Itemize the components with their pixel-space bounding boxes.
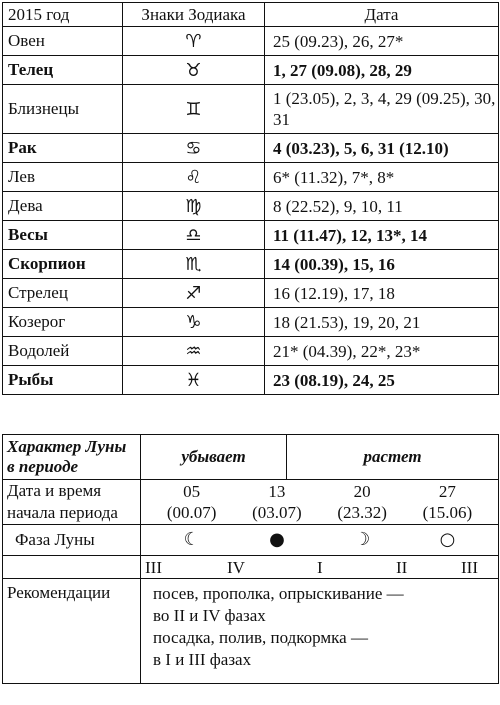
roman-phase-row (3, 556, 499, 579)
recommendations-text (141, 579, 499, 684)
zodiac-symbol-icon: ♋ (123, 134, 265, 163)
roman-phase: III (145, 558, 162, 577)
period-date: 05 (183, 482, 201, 501)
zodiac-row (3, 308, 499, 337)
roman-phase: III (461, 558, 478, 577)
period-label-line2: начала периода (7, 503, 118, 522)
zodiac-sign-name: Лев (3, 163, 123, 192)
zodiac-row (3, 221, 499, 250)
zodiac-dates: 1 (23.05), 2, 3, 4, 29 (09.25), 30, 31 (265, 85, 499, 134)
period-time: (23.32) (337, 503, 387, 522)
zodiac-row (3, 250, 499, 279)
zodiac-sign-name: Рак (3, 134, 123, 163)
roman-phase: I (317, 558, 323, 577)
zodiac-dates: 23 (08.19), 24, 25 (265, 366, 499, 395)
roman-phase: II (396, 558, 408, 577)
zodiac-row (3, 56, 499, 85)
recommendation-line: во II и IV фазах (153, 606, 266, 625)
recommendation-line: посадка, полив, подкормка — (153, 628, 368, 647)
phase-icons (141, 525, 499, 556)
last-quarter-moon-icon: ☾ (183, 529, 200, 550)
zodiac-row (3, 163, 499, 192)
new-moon-icon: ● (269, 529, 285, 550)
period-row (3, 480, 499, 525)
phase-label: Фаза Луны (3, 525, 141, 556)
zodiac-dates: 4 (03.23), 5, 6, 31 (12.10) (265, 134, 499, 163)
phase-row (3, 525, 499, 556)
period-date: 27 (438, 482, 456, 501)
recommendation-line: посев, прополка, опрыскивание — (153, 584, 404, 603)
period-time: (00.07) (166, 503, 217, 522)
zodiac-symbol-icon: ♉ (123, 56, 265, 85)
zodiac-body (3, 27, 499, 395)
first-quarter-moon-icon: ☽ (354, 529, 371, 550)
moon-character-title (3, 435, 141, 480)
zodiac-symbol-icon: ♏ (123, 250, 265, 279)
zodiac-row (3, 85, 499, 134)
period-label-line1: Дата и время (7, 481, 102, 500)
roman-phases (141, 556, 499, 579)
zodiac-sign-name: Козерог (3, 308, 123, 337)
zodiac-symbol-icon: ♓ (123, 366, 265, 395)
zodiac-dates: 18 (21.53), 19, 20, 21 (265, 308, 499, 337)
moon-title-line1: Характер Луны (7, 437, 127, 456)
zodiac-dates: 25 (09.23), 26, 27* (265, 27, 499, 56)
zodiac-sign-name: Овен (3, 27, 123, 56)
zodiac-dates: 8 (22.52), 9, 10, 11 (265, 192, 499, 221)
zodiac-row (3, 27, 499, 56)
period-item (252, 481, 302, 523)
zodiac-symbol-icon: ♐ (123, 279, 265, 308)
roman-phase-spacer (3, 556, 141, 579)
zodiac-sign-name: Водолей (3, 337, 123, 366)
period-item (337, 481, 387, 523)
recommendations-row (3, 579, 499, 684)
zodiac-symbol-icon: ♊ (123, 85, 265, 134)
zodiac-sign-name: Телец (3, 56, 123, 85)
zodiac-sign-name: Скорпион (3, 250, 123, 279)
period-time: (03.07) (252, 503, 302, 522)
zodiac-dates: 16 (12.19), 17, 18 (265, 279, 499, 308)
zodiac-sign-name: Рыбы (3, 366, 123, 395)
zodiac-dates: 6* (11.32), 7*, 8* (265, 163, 499, 192)
zodiac-sign-name: Близнецы (3, 85, 123, 134)
zodiac-row (3, 366, 499, 395)
period-item (167, 481, 217, 523)
moon-title-line2: в периоде (7, 457, 79, 476)
zodiac-table (2, 2, 499, 395)
zodiac-symbol-icon: ♑ (123, 308, 265, 337)
signs-header: Знаки Зодиака (123, 3, 265, 27)
zodiac-dates: 11 (11.47), 12, 13*, 14 (265, 221, 499, 250)
waning-label: убывает (141, 435, 287, 480)
year-header: 2015 год (3, 3, 123, 27)
recommendation-line: в I и III фазах (153, 650, 252, 669)
moon-table (2, 434, 499, 684)
full-moon-icon: ○ (439, 529, 456, 550)
zodiac-symbol-icon: ♒ (123, 337, 265, 366)
zodiac-row (3, 134, 499, 163)
period-time: (15.06) (422, 503, 473, 522)
zodiac-dates: 14 (00.39), 15, 16 (265, 250, 499, 279)
period-date: 13 (268, 482, 286, 501)
period-date: 20 (353, 482, 371, 501)
zodiac-symbol-icon: ♌ (123, 163, 265, 192)
waxing-label: растет (287, 435, 499, 480)
zodiac-row (3, 192, 499, 221)
recommendations-label: Рекомендации (3, 579, 141, 684)
zodiac-symbol-icon: ♈ (123, 27, 265, 56)
zodiac-symbol-icon: ♎ (123, 221, 265, 250)
moon-character-row (3, 435, 499, 480)
zodiac-dates: 21* (04.39), 22*, 23* (265, 337, 499, 366)
zodiac-row (3, 279, 499, 308)
date-header: Дата (265, 3, 499, 27)
period-item (423, 481, 473, 523)
zodiac-row (3, 337, 499, 366)
zodiac-sign-name: Стрелец (3, 279, 123, 308)
period-values (141, 480, 499, 525)
zodiac-header-row (3, 3, 499, 27)
roman-phase: IV (227, 558, 245, 577)
zodiac-symbol-icon: ♍ (123, 192, 265, 221)
zodiac-sign-name: Весы (3, 221, 123, 250)
zodiac-dates: 1, 27 (09.08), 28, 29 (265, 56, 499, 85)
period-label (3, 480, 141, 525)
zodiac-sign-name: Дева (3, 192, 123, 221)
